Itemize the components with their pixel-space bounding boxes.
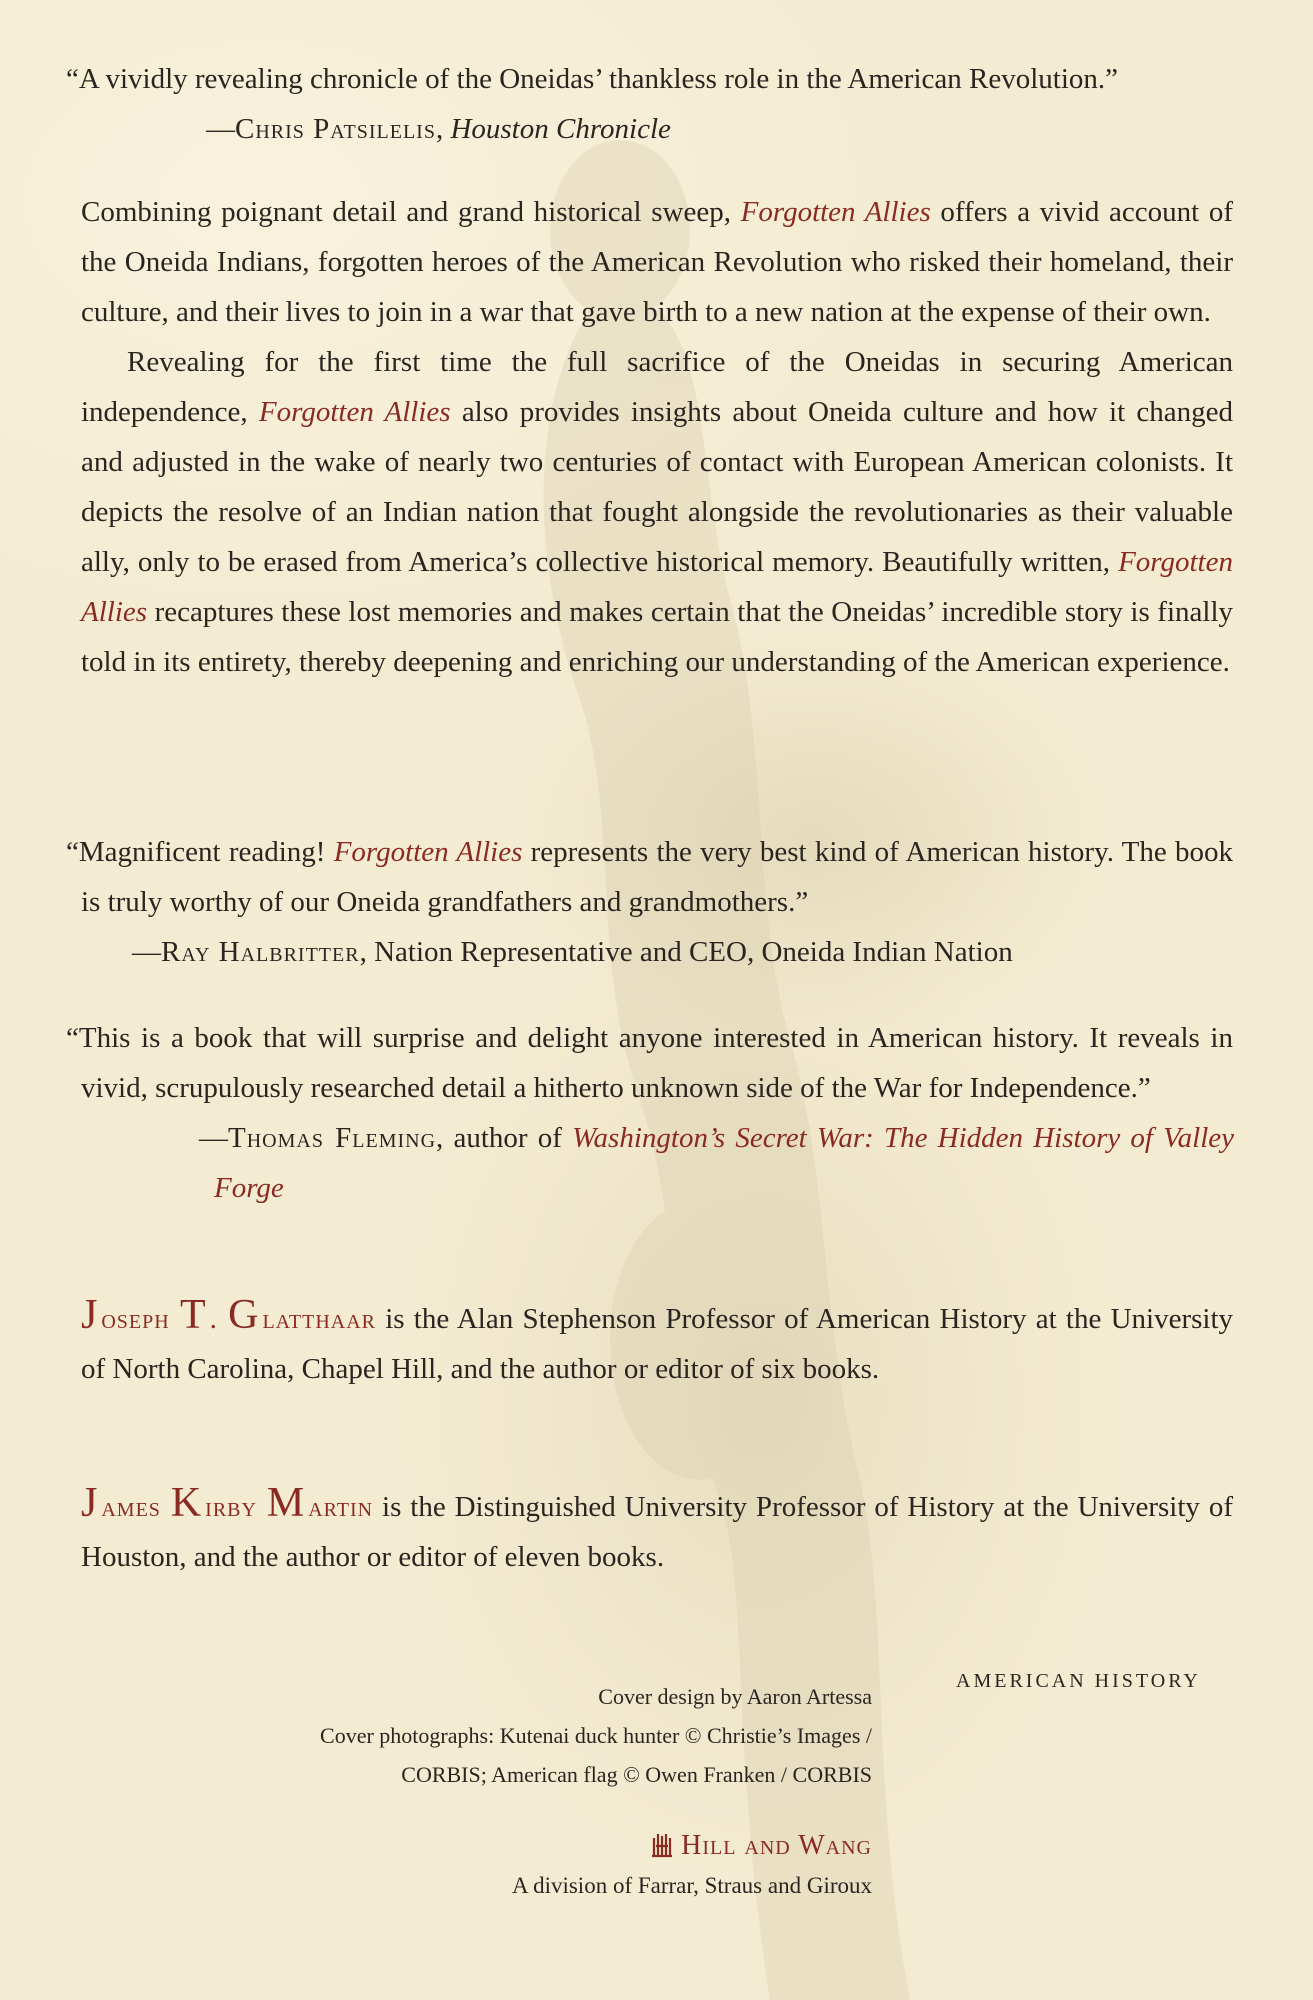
- cover-credits: [320, 1677, 872, 1794]
- attribution-work: Washington’s Secret War: The Hidden History of Valley Forge: [214, 1122, 1235, 1204]
- quote-houston-chronicle: [66, 54, 1246, 154]
- publisher-name: Hill and Wang: [681, 1830, 872, 1861]
- quote-attribution: —Ray Halbritter, Nation Representative and CEO, Oneida Indian Nation: [132, 936, 1013, 968]
- category-label: AMERICAN HISTORY: [956, 1670, 1201, 1692]
- author-bio-glatthaar: [81, 1290, 1233, 1394]
- credit-design: Cover design by Aaron Artessa: [598, 1684, 872, 1709]
- author-name: Joseph T. Glatthaar: [81, 1292, 376, 1338]
- publisher-division: A division of Farrar, Straus and Giroux: [511, 1873, 872, 1898]
- book-title: Forgotten Allies: [258, 396, 451, 428]
- book-description: [81, 187, 1233, 687]
- attribution-author: Ray Halbritter: [161, 936, 360, 968]
- description-paragraph-2: Revealing for the first time the full sacrifice of the Oneidas in securing American independence, Forgotten Allies also provides insights about Oneida culture and how it changed and adjusted in the wake of nearly two centuries of contact with European American colonists. It depicts the resolve of an Indian nation that fought alongside the revolutionaries as their valuable ally, only to be erased from America’s collective historical memory. Beautifully written, Forgotten Allies recaptures these lost memories and makes certain that the Oneidas’ incredible story is finally told in its entirety, thereby deepening and enriching our understanding of the American experience.: [81, 346, 1233, 678]
- publisher-logo-icon: [649, 1830, 675, 1858]
- author-bio-text: is the Distinguished University Professor of History at the University of Houston, and the author or editor of eleven books.: [81, 1491, 1233, 1573]
- quote-text: “A vividly revealing chronicle of the Oneidas’ thankless role in the American Revolution.”: [66, 63, 1119, 95]
- book-title: Forgotten Allies: [333, 836, 523, 868]
- attribution-author: Thomas Fleming: [228, 1122, 437, 1154]
- quote-fleming: [66, 1013, 1233, 1213]
- book-title: Forgotten Allies: [81, 546, 1233, 628]
- quote-halbritter: [66, 827, 1233, 977]
- book-title: Forgotten Allies: [740, 196, 931, 228]
- attribution-author: Chris Patsilelis: [235, 113, 436, 145]
- description-paragraph-1: Combining poignant detail and grand historical sweep, Forgotten Allies offers a vivid account of the Oneida Indians, forgotten heroes of the American Revolution who risked their homeland, their culture, and their lives to join in a war that gave birth to a new nation at the expense of their own.: [81, 196, 1234, 328]
- publisher: [512, 1826, 872, 1906]
- author-name: James Kirby Martin: [81, 1480, 374, 1526]
- quote-attribution: —Thomas Fleming, author of Washington’s Secret War: The Hidden History of Valley Forge: [199, 1122, 1235, 1204]
- author-bio-text: is the Alan Stephenson Professor of American History at the University of North Carolina, Chapel Hill, and the author or editor of six books.: [81, 1303, 1233, 1385]
- credit-photographs-cont: CORBIS; American flag © Owen Franken / CORBIS: [401, 1762, 872, 1787]
- credit-photographs: Cover photographs: Kutenai duck hunter © Christie’s Images /: [320, 1723, 872, 1748]
- quote-text: “Magnificent reading! Forgotten Allies represents the very best kind of American history. The book is truly worthy of our Oneida grandfathers and grandmothers.”: [66, 836, 1234, 918]
- quote-text: “This is a book that will surprise and delight anyone interested in American history. It reveals in vivid, scrupulously researched detail a hitherto unknown side of the War for Independence.”: [66, 1022, 1233, 1104]
- attribution-source: Houston Chronicle: [450, 113, 671, 145]
- author-bio-martin: [81, 1478, 1233, 1582]
- quote-attribution: —Chris Patsilelis, Houston Chronicle: [206, 113, 671, 145]
- publisher-name-line: [512, 1826, 872, 1866]
